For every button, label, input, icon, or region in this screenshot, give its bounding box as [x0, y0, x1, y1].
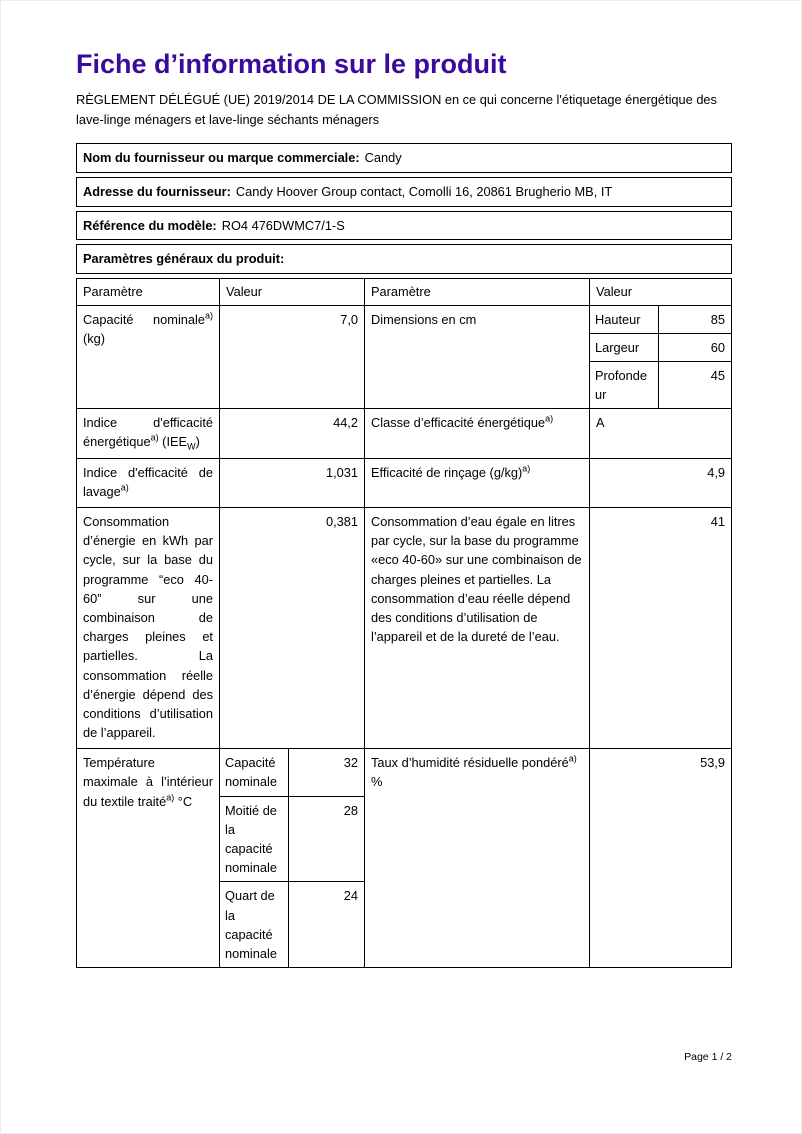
param-name-cell	[77, 409, 220, 457]
dimension-value: 60	[710, 339, 725, 355]
temperature-value: 24	[343, 888, 358, 904]
temperature-row-half	[220, 797, 364, 883]
param-name-cell	[77, 508, 220, 748]
table-row-consumption	[77, 508, 731, 749]
param-name-suffix: (IEE	[158, 434, 188, 450]
param-name-cell	[365, 409, 590, 457]
footnote-marker: a)	[568, 754, 577, 764]
param-name-text: Consommation d’énergie en kWh par cycle, sur la base du programme “eco 40-60” sur une combinaison de charges pleines et partielles. La consommation réelle d’énergie dépend des conditions d’utilisation de l’appareil.	[83, 514, 213, 741]
footnote-marker: a)	[545, 414, 554, 424]
footnote-marker: a)	[522, 463, 531, 474]
footnote-marker: a)	[166, 792, 175, 803]
footnote-marker: a)	[204, 310, 213, 321]
temperature-value: 28	[343, 802, 358, 818]
page-title: Fiche d’information sur le produit	[76, 49, 507, 79]
table-header-parametre-left: Paramètre	[77, 279, 220, 304]
param-name-text: Capacité nominale	[83, 311, 205, 327]
table-row-washing-index	[77, 459, 731, 508]
param-value: 44,2	[220, 409, 365, 457]
table-row-temperature-humidity	[77, 749, 731, 967]
table-header-parametre-right: Paramètre	[365, 279, 590, 304]
dimension-row-depth	[590, 362, 731, 408]
info-label: Nom du fournisseur ou marque commerciale:	[83, 149, 360, 165]
table-header-row	[77, 279, 731, 305]
param-name-cell	[77, 459, 220, 507]
table-header-valeur-left: Valeur	[220, 279, 365, 304]
temperature-row-quarter	[220, 882, 364, 967]
page-number: Page 1 / 2	[684, 1051, 732, 1063]
param-name-suffix: (kg)	[83, 330, 106, 346]
parameters-table	[76, 278, 732, 968]
subscript-text: W	[187, 442, 196, 452]
param-name-text: Consommation d’eau égale en litres par cycle, sur la base du programme «eco 40-60» sur une combinaison de charges pleines et partielles. La consommation d’eau réelle dépend des conditions d’utilisation de l’appareil et de la dureté de l’eau.	[371, 514, 582, 645]
regulation-subtitle: RÈGLEMENT DÉLÉGUÉ (UE) 2019/2014 DE LA COMMISSION en ce qui concerne l'étiquetage énergétique des lave-linge ménagers et lave-linge séchants ménagers	[76, 92, 717, 127]
param-name-text: Indice d'efficacité de lavage	[83, 464, 213, 499]
info-value: Candy Hoover Group contact, Comolli 16, 20861 Brugherio MB, IT	[235, 183, 613, 199]
param-name-cell	[77, 749, 220, 967]
dimension-value: 45	[710, 367, 725, 383]
temperature-value: 32	[343, 755, 358, 771]
param-name-suffix: °C	[174, 793, 193, 809]
dimension-row-width	[590, 334, 731, 362]
table-header-valeur-right: Valeur	[596, 284, 633, 300]
param-name-cell	[365, 508, 590, 748]
dimension-value: 85	[710, 311, 725, 327]
param-name-cell	[365, 459, 590, 507]
info-value: RO4 476DWMC7/1-S	[221, 217, 345, 233]
dimensions-subtable	[590, 306, 731, 409]
info-row-general-parameters	[76, 244, 732, 274]
temperature-label: Moitié de la capacité nominale	[220, 797, 289, 882]
footnote-marker: a)	[120, 482, 129, 493]
param-name-cell	[77, 306, 220, 409]
temperature-label: Capacité nominale	[220, 749, 289, 795]
param-value: 7,0	[220, 306, 365, 409]
param-name-cell	[365, 749, 590, 967]
param-value: 41	[710, 514, 725, 530]
param-value: 1,031	[220, 459, 365, 507]
param-name-text: Taux d’humidité résiduelle pondéré	[371, 755, 569, 771]
param-name-text: Classe d’efficacité énergétique	[371, 415, 546, 431]
table-row-energy-efficiency	[77, 409, 731, 458]
info-value: Candy	[364, 149, 402, 165]
param-value: 0,381	[220, 508, 365, 748]
info-row-supplier-address	[76, 177, 732, 207]
param-name-text: Dimensions en cm	[371, 311, 477, 327]
info-row-model-reference	[76, 211, 732, 241]
dimension-label: Profondeur	[590, 362, 659, 408]
param-value: A	[596, 415, 605, 431]
table-row-capacity-dimensions	[77, 306, 731, 410]
param-value: 4,9	[707, 464, 725, 480]
info-row-supplier-name	[76, 143, 732, 173]
dimension-label: Hauteur	[590, 306, 659, 333]
info-label: Paramètres généraux du produit:	[83, 251, 285, 267]
param-name-suffix: )	[195, 434, 200, 450]
dimension-row-height	[590, 306, 731, 334]
param-name-text: Indice d'efficacité énergétique	[83, 415, 213, 450]
info-label: Référence du modèle:	[83, 217, 217, 233]
param-name-suffix: %	[371, 774, 383, 790]
param-value: 53,9	[700, 755, 725, 771]
param-name-text: Efficacité de rinçage (g/kg)	[371, 464, 523, 480]
param-name-cell	[365, 306, 590, 409]
footnote-marker: a)	[150, 433, 159, 444]
temperature-subtable	[220, 749, 365, 967]
param-name-text: Température maximale à l’intérieur du textile traité	[83, 755, 213, 809]
temperature-row-rated	[220, 749, 364, 796]
info-label: Adresse du fournisseur:	[83, 183, 231, 199]
temperature-label: Quart de la capacité nominale	[220, 882, 289, 967]
dimension-label: Largeur	[590, 334, 659, 361]
document-content	[76, 49, 732, 968]
